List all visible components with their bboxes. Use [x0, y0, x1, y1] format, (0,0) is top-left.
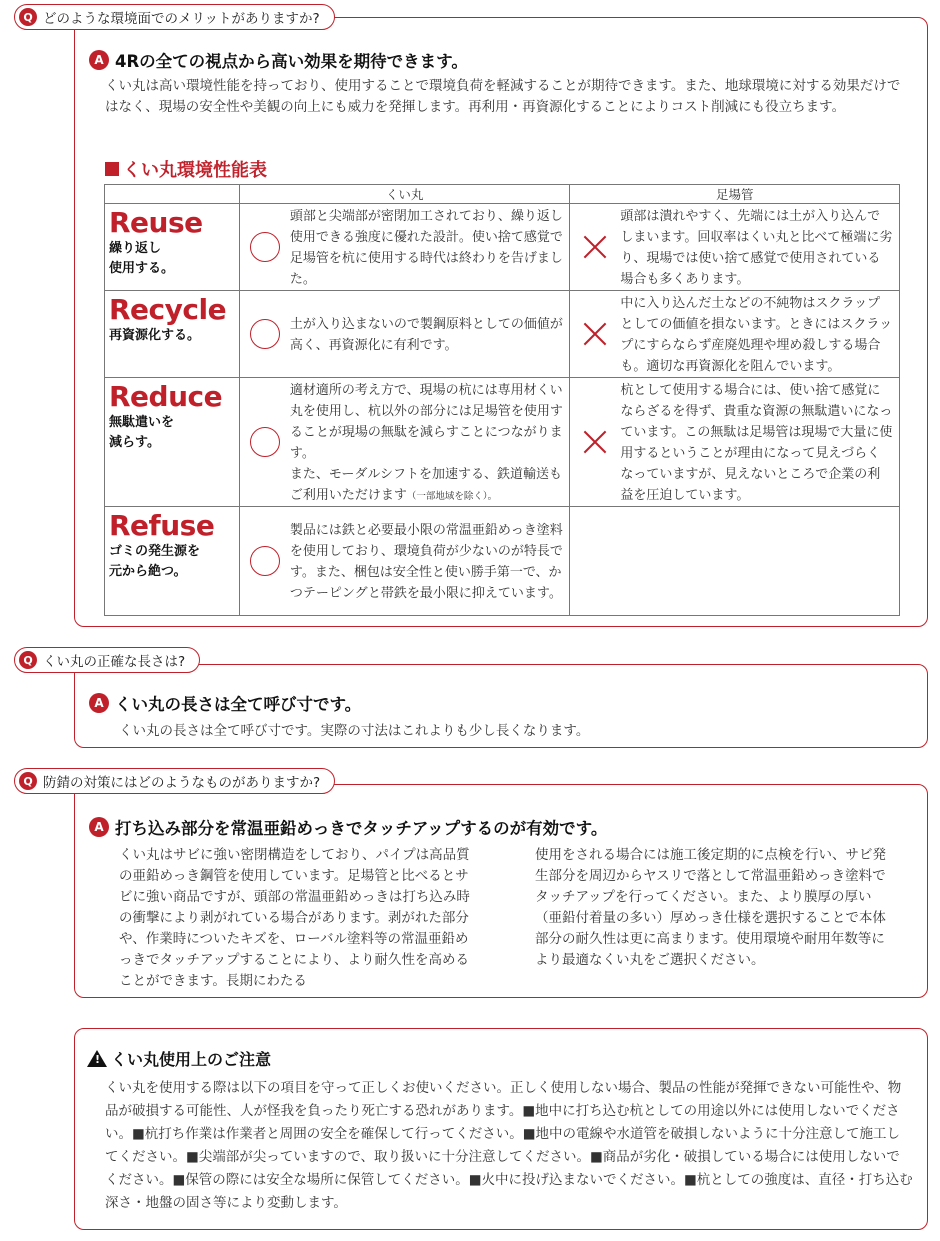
q-icon: Q — [19, 8, 37, 26]
ashiba-text-main: 杭として使用する場合には、使い捨て感覚にならざるを得ず、貴重な資源の無駄遣いになっています。この無駄は足場管は現場で大量に使用するということが理由になって見えづらくなっていますが、見えないところで企業の利益を圧迫しています。 — [620, 383, 893, 503]
answer-box-3 — [74, 784, 928, 998]
kuimaru-cell — [239, 291, 570, 378]
cross-mark-icon — [582, 234, 608, 260]
row-key-cell — [105, 204, 240, 291]
circle-mark-icon — [250, 427, 280, 457]
answer-text: くい丸の長さは全て呼び寸です。実際の寸法はこれよりも少し長くなります。 — [119, 723, 590, 739]
square-bullet-icon — [105, 162, 119, 176]
table-title — [105, 156, 267, 182]
answer-text-left: くい丸はサビに強い密閉構造をしており、パイプは高品質の亜鉛めっき鋼管を使用しています。足場管と比べるとサビに強い商品ですが、頭部の常温亜鉛めっきは打ち込み時の衝撃により剥がれている場合があります。剥がれた部分や、作業時についたキズを、ローバル塗料等の常温亜鉛めっきでタッチアップすることにより、より耐久性を高めることができます。長期にわたる — [119, 847, 470, 989]
ashiba-text-main: 頭部は潰れやすく、先端には土が入り込んでしまいます。回収率はくい丸と比べて極端に劣り、現場では使い捨て感覚で使用されている場合も多くあります。 — [620, 209, 893, 287]
q-icon: Q — [19, 651, 37, 669]
question-text: くい丸の正確な長さは? — [43, 654, 186, 670]
question-text: どのような環境面でのメリットがありますか? — [43, 11, 320, 27]
ashiba-cell — [570, 378, 900, 507]
table-row — [105, 378, 900, 507]
circle-mark-icon — [250, 232, 280, 262]
row-key-subtitle: 使用する。 — [109, 261, 175, 276]
kuimaru-text-extra: また、モーダルシフトを加速する、鉄道輸送もご利用いただけます — [289, 466, 563, 503]
circle-mark-icon — [250, 546, 280, 576]
notice-heading — [87, 1047, 271, 1070]
answer-box-2 — [74, 664, 928, 748]
environment-performance-table — [104, 184, 900, 616]
notice-text: くい丸を使用する際は以下の項目を守って正しくお使いください。正しく使用しない場合、製品の性能が発揮できない可能性や、物品が破損する可能性、人が怪我を負ったり死亡する恐れがあります。■地中に打ち込む杭としての用途以外には使用しないでください。■杭打ち作業は作業者と周囲の安全を確保して行ってください。■地中の電線や水道管を破損しないように十分注意して施工してください。■尖端部が尖っていますので、取り扱いに十分注意してください。■商品が劣化・破損している場合には使用しないでください。■保管の際には安全な場所に保管してください。■火中に投げ込まないでください。■杭としての強度は、直径・打ち込む深さ・地盤の固さ等により変動します。 — [105, 1080, 913, 1211]
row-key-subtitle: ゴミの発生源を — [109, 544, 201, 559]
answer-heading — [89, 691, 361, 715]
answer-text-right: 使用をされる場合には施工後定期的に点検を行い、サビ発生部分を周辺からヤスリで落として常温亜鉛めっき塗料でタッチアップを行ってください。また、より膜厚の厚い（亜鉛付着量の多い）厚めっき仕様を選択することで本体部分の耐久性は更に高まります。使用環境や耐用年数等により最適なくい丸をご選択ください。 — [535, 847, 886, 968]
a-icon: A — [89, 817, 109, 837]
ashiba-text — [620, 374, 899, 510]
answer-text: くい丸は高い環境性能を持っており、使用することで環境負荷を軽減することが期待できます。また、地球環境に対する効果だけではなく、現場の安全性や美観の向上にも威力を発揮します。再利用・再資源化することによりコスト削減にも役立ちます。 — [105, 78, 901, 115]
row-key-word: Reduce — [109, 380, 223, 413]
question-tab-2 — [14, 647, 200, 673]
row-key-subtitle: 再資源化する。 — [109, 328, 201, 343]
ashiba-text — [620, 200, 899, 294]
row-key-cell — [105, 507, 240, 616]
kuimaru-text-note: （一部地域を除く）。 — [406, 490, 498, 502]
kuimaru-cell — [239, 204, 570, 291]
kuimaru-text — [290, 200, 570, 294]
row-key-word: Refuse — [109, 509, 215, 542]
row-key-subtitle: 無駄遣いを — [109, 415, 175, 430]
ashiba-cell — [570, 204, 900, 291]
kuimaru-text-main: 適材適所の考え方で、現場の杭には専用材くい丸を使用し、杭以外の部分には足場管を使用することが現場の無駄を減らすことにつながります。 — [289, 382, 563, 461]
row-key-subtitle: 繰り返し — [109, 241, 162, 256]
header-ashiba: 足場管 — [570, 185, 900, 204]
answer-heading — [89, 815, 607, 839]
answer-title: 4Rの全ての視点から高い効果を期待できます。 — [115, 52, 468, 71]
table-row — [105, 291, 900, 378]
a-icon: A — [89, 50, 109, 70]
row-key-cell — [105, 291, 240, 378]
warning-icon: ! — [87, 1050, 107, 1067]
table-row — [105, 204, 900, 291]
row-key-subtitle: 元から絶つ。 — [109, 564, 187, 579]
question-text: 防錆の対策にはどのようなものがありますか? — [43, 775, 321, 791]
kuimaru-cell — [239, 507, 570, 616]
kuimaru-text-main: 製品には鉄と必要最小限の常温亜鉛めっき塗料を使用しており、環境負荷が少ないのが特長です。また、梱包は安全性と使い勝手第一で、かつテーピングと帯鉄を最小限に抑えています。 — [289, 523, 563, 601]
ashiba-text — [620, 287, 899, 381]
question-tab-1 — [14, 4, 335, 30]
table-row — [105, 507, 900, 616]
kuimaru-cell — [239, 378, 570, 507]
kuimaru-text — [290, 374, 570, 511]
answer-title: 打ち込み部分を常温亜鉛めっきでタッチアップするのが有効です。 — [115, 819, 608, 838]
row-key-word: Reuse — [109, 206, 203, 239]
kuimaru-text — [290, 308, 570, 360]
ashiba-text-main: 中に入り込んだ土などの不純物はスクラップとしての価値を損ないます。ときにはスクラップにすらならず産廃処理や埋め殺しする場合も。適切な再資源化を阻んでいます。 — [620, 296, 893, 374]
ashiba-cell — [570, 291, 900, 378]
cross-mark-icon — [582, 429, 608, 455]
circle-mark-icon — [250, 319, 280, 349]
row-key-word: Recycle — [109, 293, 227, 326]
table-title-text: くい丸環境性能表 — [123, 160, 267, 181]
header-empty — [105, 185, 240, 204]
kuimaru-text-main: 土が入り込まないので製鋼原料としての価値が高く、再資源化に有利です。 — [289, 317, 563, 353]
row-key-cell — [105, 378, 240, 507]
notice-box — [74, 1028, 928, 1230]
cross-mark-icon — [582, 321, 608, 347]
kuimaru-text — [290, 514, 570, 608]
question-tab-3 — [14, 768, 335, 794]
notice-title: くい丸使用上のご注意 — [111, 1050, 272, 1069]
kuimaru-text-main: 頭部と尖端部が密閉加工されており、繰り返し使用できる強度に優れた設計。使い捨て感覚で足場管を杭に使用する時代は終わりを告げました。 — [289, 209, 563, 287]
answer-title: くい丸の長さは全て呼び寸です。 — [115, 695, 362, 714]
q-icon: Q — [19, 772, 37, 790]
header-kuimaru: くい丸 — [239, 185, 570, 204]
row-key-subtitle: 減らす。 — [109, 435, 160, 450]
ashiba-cell — [570, 507, 900, 616]
a-icon: A — [89, 693, 109, 713]
answer-heading — [89, 48, 468, 72]
